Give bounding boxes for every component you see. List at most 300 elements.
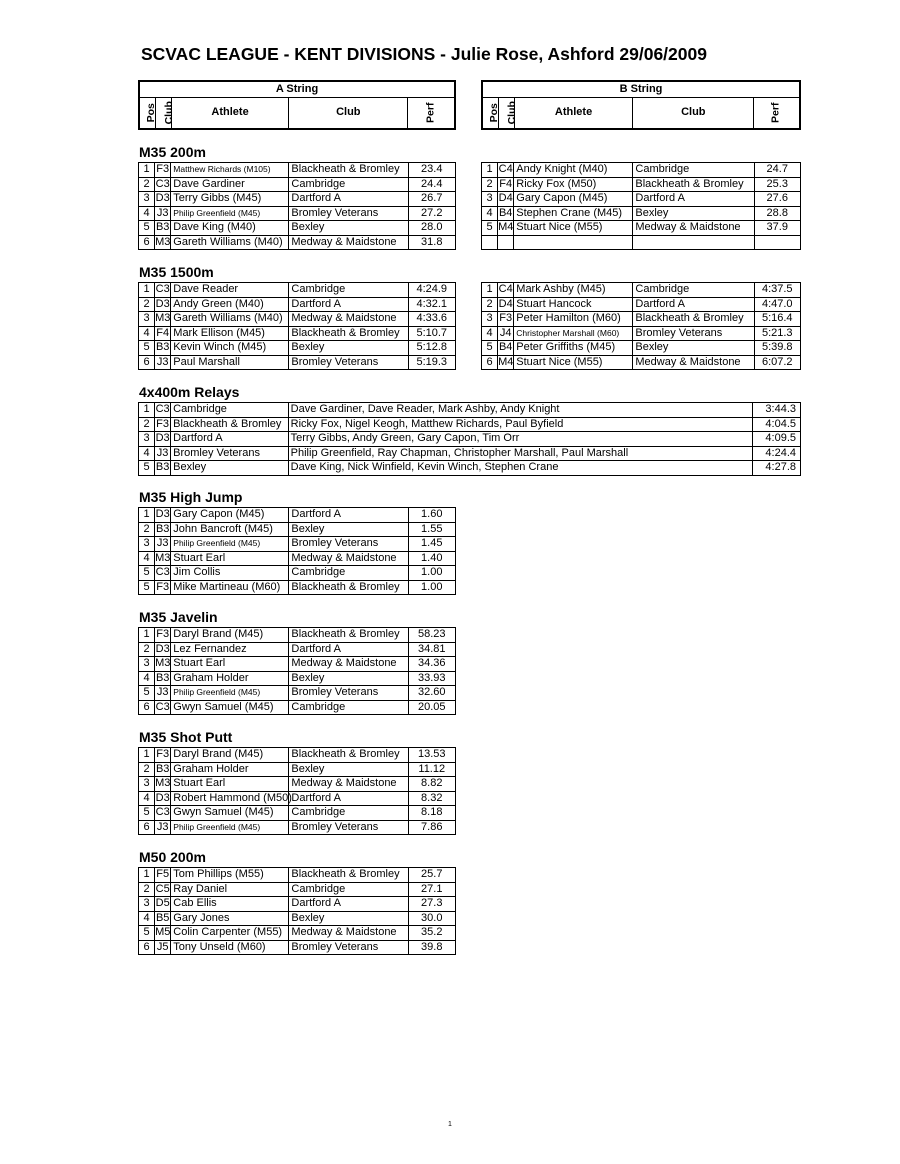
perf-cell: 25.7	[408, 868, 455, 883]
table-row	[139, 235, 456, 250]
athlete-cell: Stuart Earl	[171, 657, 289, 672]
club-cell: Cambridge	[171, 403, 289, 418]
perf-cell: 4:27.8	[752, 461, 800, 476]
club-code-cell: F4	[499, 177, 513, 190]
perf-cell: 20.05	[408, 700, 455, 715]
athlete-cell: Gary Jones	[171, 911, 289, 926]
club-code-cell: F4	[156, 326, 170, 339]
table-row	[139, 297, 456, 312]
club-cell: Blackheath & Bromley	[289, 748, 408, 763]
pos-cell: 2	[139, 642, 155, 657]
perf-cell: 28.0	[408, 221, 455, 236]
perf-cell: 1.00	[408, 566, 455, 581]
perf-cell: 25.3	[754, 177, 800, 192]
club-cell: Cambridge	[289, 700, 408, 715]
pos-header: Pos	[487, 103, 500, 123]
section-title-m35-1500m: M35 1500m	[139, 264, 214, 280]
perf-cell: 5:19.3	[408, 355, 455, 370]
athlete-cell: Jim Collis	[171, 566, 289, 581]
table-row	[139, 537, 456, 552]
athlete-cell: Gareth Williams (M40)	[171, 235, 289, 250]
pos-cell: 2	[139, 177, 155, 192]
pos-cell: 3	[482, 312, 498, 327]
club-cell: Cambridge	[633, 283, 754, 298]
perf-cell	[754, 235, 800, 250]
athlete-cell: Gary Capon (M45)	[514, 192, 633, 207]
club-code-cell: D5	[155, 897, 170, 909]
table-row	[482, 192, 801, 207]
table-row	[139, 868, 456, 883]
club-code-cell: C3	[155, 403, 170, 415]
table-row	[482, 283, 801, 298]
perf-cell: 27.2	[408, 206, 455, 221]
perf-cell: 31.8	[408, 235, 455, 250]
club-cell: Dartford A	[289, 897, 408, 912]
table-row	[482, 297, 801, 312]
club-cell: Dartford A	[171, 432, 289, 447]
pos-header: Pos	[144, 103, 157, 123]
table-row	[139, 777, 456, 792]
perf-cell: 39.8	[408, 940, 455, 955]
a-string-label: A String	[139, 81, 455, 98]
table-row	[139, 882, 456, 897]
pos-cell: 4	[139, 671, 155, 686]
athlete-header: Athlete	[171, 98, 289, 130]
table-row	[139, 642, 456, 657]
club-header: Club	[289, 98, 408, 130]
perf-cell: 8.32	[408, 791, 455, 806]
club-code-cell: M3	[155, 235, 171, 248]
table-row	[482, 341, 801, 356]
club-code-cell: B3	[155, 671, 170, 684]
club-code-cell: F5	[156, 868, 170, 880]
pos-cell: 4	[139, 791, 155, 806]
pos-cell: 2	[139, 297, 155, 312]
athlete-cell: Stuart Earl	[171, 551, 289, 566]
club-code-cell: J3	[155, 206, 171, 221]
athlete-cell: Daryl Brand (M45)	[171, 748, 289, 763]
page-title: SCVAC LEAGUE - KENT DIVISIONS - Julie Rose, Ashford 29/06/2009	[141, 44, 707, 64]
club-cell: Bromley Veterans	[289, 206, 408, 221]
perf-cell: 23.4	[408, 163, 455, 178]
club-cell: Bexley	[289, 762, 408, 777]
results-table-m35-200m-b	[481, 162, 801, 250]
club-code-header: Club	[162, 101, 175, 125]
club-code-cell: J3	[155, 446, 171, 461]
table-row	[139, 700, 456, 715]
club-cell: Blackheath & Bromley	[633, 312, 754, 327]
club-code-cell: D3	[155, 192, 170, 204]
pos-cell: 4	[139, 206, 155, 221]
table-row	[482, 163, 801, 178]
results-table-m35-1500m-b	[481, 282, 801, 370]
perf-cell: 58.23	[408, 628, 455, 643]
club-cell: Cambridge	[289, 283, 408, 298]
athlete-cell: Paul Marshall	[171, 355, 289, 370]
perf-cell: 8.82	[408, 777, 455, 792]
athlete-cell: Tony Unseld (M60)	[171, 940, 289, 955]
perf-cell: 5:21.3	[754, 326, 800, 341]
athlete-cell: Stuart Hancock	[514, 297, 633, 312]
perf-cell: 26.7	[408, 192, 455, 207]
perf-cell: 13.53	[408, 748, 455, 763]
page-number: 1	[448, 1121, 452, 1128]
table-row	[139, 911, 456, 926]
perf-cell: 1.40	[408, 551, 455, 566]
table-row	[139, 192, 456, 207]
table-row	[139, 671, 456, 686]
perf-header: Perf	[424, 102, 437, 124]
perf-header: Perf	[769, 102, 782, 124]
athlete-cell: Dave Reader	[171, 283, 289, 298]
perf-cell: 33.93	[408, 671, 455, 686]
a-string-header	[138, 80, 456, 130]
perf-cell: 5:12.8	[408, 341, 455, 356]
club-code-cell: B3	[155, 461, 170, 473]
table-row	[139, 940, 456, 955]
perf-cell: 4:09.5	[752, 432, 800, 447]
b-string-header	[481, 80, 801, 130]
perf-cell: 30.0	[408, 911, 455, 926]
club-cell: Bexley	[633, 341, 754, 356]
club-cell: Medway & Maidstone	[633, 355, 754, 370]
club-code-cell: C4	[498, 163, 513, 175]
club-cell: Medway & Maidstone	[289, 551, 408, 566]
table-row	[139, 791, 456, 806]
table-row	[139, 820, 456, 835]
table-row	[482, 177, 801, 192]
club-cell: Dartford A	[633, 297, 754, 312]
pos-cell: 1	[139, 868, 155, 883]
athlete-cell: Peter Griffiths (M45)	[514, 341, 633, 356]
perf-cell: 1.00	[408, 580, 455, 595]
perf-cell: 7.86	[408, 820, 455, 835]
pos-cell: 3	[139, 537, 155, 552]
pos-cell: 4	[139, 326, 155, 341]
club-code-cell: B4	[498, 206, 513, 219]
athlete-cell: Tom Phillips (M55)	[171, 868, 289, 883]
club-code-cell: J3	[155, 686, 171, 701]
pos-cell: 2	[139, 522, 155, 537]
pos-cell: 2	[139, 417, 155, 432]
results-table-relays	[138, 402, 801, 476]
club-code-cell: B5	[155, 911, 170, 924]
club-code-cell: F3	[156, 628, 170, 640]
pos-cell: 3	[139, 897, 155, 912]
club-code-cell: D3	[155, 432, 170, 444]
club-code-cell: J3	[155, 537, 171, 552]
athlete-cell: Kevin Winch (M45)	[171, 341, 289, 356]
athlete-cell: Stuart Earl	[171, 777, 289, 792]
club-cell: Bexley	[171, 461, 289, 476]
club-cell: Bexley	[289, 221, 408, 236]
results-table-high-jump	[138, 507, 456, 595]
table-row	[139, 461, 801, 476]
perf-cell: 27.6	[754, 192, 800, 207]
athlete-cell: Andy Green (M40)	[171, 297, 289, 312]
pos-cell: 3	[482, 192, 498, 207]
team-members-cell: Ricky Fox, Nigel Keogh, Matthew Richards, Paul Byfield	[288, 417, 752, 432]
athlete-cell: Dave Gardiner	[171, 177, 289, 192]
club-code-cell: D4	[498, 297, 513, 310]
club-cell: Dartford A	[289, 642, 408, 657]
club-code-cell: B3	[155, 762, 170, 775]
club-code-cell: C3	[155, 566, 170, 578]
club-cell: Bexley	[633, 206, 754, 221]
club-cell: Bexley	[289, 341, 408, 356]
club-code-cell: M3	[155, 657, 171, 669]
table-row	[139, 312, 456, 327]
table-row	[139, 522, 456, 537]
pos-cell: 6	[139, 700, 155, 715]
pos-cell: 5	[139, 926, 155, 941]
club-cell: Medway & Maidstone	[289, 926, 408, 941]
club-cell: Dartford A	[289, 192, 408, 207]
pos-cell: 6	[482, 355, 498, 370]
perf-cell: 6:07.2	[754, 355, 800, 370]
athlete-cell: Lez Fernandez	[171, 642, 289, 657]
athlete-cell: Colin Carpenter (M55)	[171, 926, 289, 941]
perf-cell: 3:44.3	[752, 403, 800, 418]
club-cell	[633, 235, 754, 250]
athlete-cell: Gary Capon (M45)	[171, 508, 289, 523]
club-cell: Blackheath & Bromley	[289, 163, 408, 178]
perf-cell: 28.8	[754, 206, 800, 221]
club-cell: Cambridge	[633, 163, 754, 178]
club-cell: Bexley	[289, 671, 408, 686]
club-code-cell: D3	[155, 508, 170, 520]
section-title-javelin: M35 Javelin	[139, 609, 218, 625]
perf-cell: 34.81	[408, 642, 455, 657]
club-code-cell: J3	[155, 355, 171, 370]
results-table-m35-200m-a	[138, 162, 456, 250]
club-code-cell: D3	[155, 642, 170, 655]
table-row	[139, 566, 456, 581]
perf-cell: 4:47.0	[754, 297, 800, 312]
club-cell: Medway & Maidstone	[289, 657, 408, 672]
athlete-cell: Daryl Brand (M45)	[171, 628, 289, 643]
athlete-cell: Mike Martineau (M60)	[171, 580, 289, 595]
athlete-cell	[514, 235, 633, 250]
pos-cell: 3	[139, 777, 155, 792]
table-row	[482, 221, 801, 236]
club-code-cell: B3	[155, 221, 170, 233]
table-row	[139, 326, 456, 341]
pos-cell: 1	[139, 283, 155, 298]
athlete-cell: Ray Daniel	[171, 882, 289, 897]
pos-cell: 5	[482, 341, 498, 356]
club-code-cell: D4	[498, 192, 513, 204]
perf-cell: 27.3	[408, 897, 455, 912]
perf-cell: 1.60	[408, 508, 455, 523]
table-row	[482, 312, 801, 327]
club-cell: Bromley Veterans	[171, 446, 289, 461]
club-cell: Bromley Veterans	[289, 355, 408, 370]
club-code-cell: C3	[155, 806, 170, 818]
perf-cell: 5:10.7	[408, 326, 455, 341]
club-code-cell: C3	[155, 177, 170, 190]
pos-cell: 4	[139, 911, 155, 926]
table-row	[482, 355, 801, 370]
perf-cell: 11.12	[408, 762, 455, 777]
club-code-cell: F3	[156, 748, 170, 760]
table-row	[139, 806, 456, 821]
pos-cell: 1	[139, 628, 155, 643]
pos-cell: 1	[139, 163, 155, 178]
results-table-m35-1500m-a	[138, 282, 456, 370]
pos-cell: 5	[139, 580, 155, 595]
athlete-cell: Robert Hammond (M50)	[171, 791, 289, 806]
table-row	[139, 551, 456, 566]
pos-cell: 2	[482, 297, 498, 312]
table-row	[139, 762, 456, 777]
perf-cell: 34.36	[408, 657, 455, 672]
athlete-cell: Matthew Richards (M105)	[171, 163, 289, 178]
pos-cell: 5	[139, 806, 155, 821]
pos-cell: 5	[139, 341, 155, 356]
club-cell: Cambridge	[289, 177, 408, 192]
athlete-cell: Philip Greenfield (M45)	[171, 820, 289, 835]
pos-cell: 3	[139, 432, 155, 447]
club-code-cell: C5	[155, 882, 170, 895]
club-code-cell: M4	[498, 355, 514, 368]
perf-cell: 4:32.1	[408, 297, 455, 312]
table-row	[139, 897, 456, 912]
perf-cell: 4:04.5	[752, 417, 800, 432]
club-cell: Dartford A	[633, 192, 754, 207]
pos-cell: 6	[139, 235, 155, 250]
table-row	[139, 657, 456, 672]
team-members-cell: Dave King, Nick Winfield, Kevin Winch, Stephen Crane	[288, 461, 752, 476]
perf-cell: 35.2	[408, 926, 455, 941]
athlete-cell: Cab Ellis	[171, 897, 289, 912]
pos-cell: 1	[139, 403, 155, 418]
pos-cell: 1	[139, 748, 155, 763]
results-table-m50-200m	[138, 867, 456, 955]
club-cell: Bromley Veterans	[289, 686, 408, 701]
table-row	[139, 341, 456, 356]
club-cell: Bexley	[289, 522, 408, 537]
club-code-cell: M4	[498, 221, 514, 233]
pos-cell: 4	[139, 446, 155, 461]
athlete-cell: Stuart Nice (M55)	[514, 221, 633, 236]
club-code-cell: D3	[155, 791, 170, 804]
club-code-cell: M3	[155, 777, 171, 789]
club-cell: Medway & Maidstone	[289, 235, 408, 250]
pos-cell: 2	[139, 882, 155, 897]
pos-cell: 5	[139, 686, 155, 701]
club-cell: Bromley Veterans	[289, 940, 408, 955]
club-code-cell: J5	[155, 940, 171, 955]
club-cell: Blackheath & Bromley	[633, 177, 754, 192]
pos-cell: 2	[139, 762, 155, 777]
club-code-cell: B3	[155, 522, 170, 535]
table-row	[482, 235, 801, 250]
table-row	[139, 221, 456, 236]
pos-cell: 5	[139, 221, 155, 236]
perf-cell: 5:39.8	[754, 341, 800, 356]
pos-cell: 4	[139, 551, 155, 566]
perf-cell: 1.55	[408, 522, 455, 537]
table-row	[139, 686, 456, 701]
section-title-shot-putt: M35 Shot Putt	[139, 729, 233, 745]
perf-cell: 4:24.4	[752, 446, 800, 461]
pos-cell: 3	[139, 312, 155, 327]
perf-cell: 32.60	[408, 686, 455, 701]
perf-cell: 24.4	[408, 177, 455, 192]
b-string-label: B String	[482, 81, 800, 98]
athlete-cell: Graham Holder	[171, 762, 289, 777]
athlete-cell: Gwyn Samuel (M45)	[171, 700, 289, 715]
table-row	[139, 446, 801, 461]
table-row	[482, 326, 801, 341]
athlete-cell: Graham Holder	[171, 671, 289, 686]
club-code-cell: B3	[155, 341, 170, 353]
table-row	[139, 628, 456, 643]
club-cell: Dartford A	[289, 791, 408, 806]
pos-cell: 6	[139, 355, 155, 370]
pos-cell: 3	[139, 657, 155, 672]
pos-cell: 4	[482, 326, 498, 341]
table-row	[139, 403, 801, 418]
club-cell: Blackheath & Bromley	[289, 628, 408, 643]
pos-cell: 5	[139, 461, 155, 476]
pos-cell: 2	[482, 177, 498, 192]
pos-cell: 1	[482, 283, 498, 298]
perf-cell: 5:16.4	[754, 312, 800, 327]
athlete-cell: John Bancroft (M45)	[171, 522, 289, 537]
club-cell: Cambridge	[289, 882, 408, 897]
perf-cell: 37.9	[754, 221, 800, 236]
club-code-cell: B4	[498, 341, 513, 353]
section-title-m50-200m: M50 200m	[139, 849, 206, 865]
athlete-cell: Terry Gibbs (M45)	[171, 192, 289, 207]
club-cell: Cambridge	[289, 566, 408, 581]
athlete-cell: Philip Greenfield (M45)	[171, 537, 289, 552]
results-table-javelin	[138, 627, 456, 715]
club-code-cell: D3	[155, 297, 170, 310]
club-code-cell: F3	[499, 312, 513, 324]
perf-cell: 4:33.6	[408, 312, 455, 327]
club-code-cell	[498, 235, 514, 250]
team-members-cell: Dave Gardiner, Dave Reader, Mark Ashby, Andy Knight	[288, 403, 752, 418]
team-members-cell: Philip Greenfield, Ray Chapman, Christopher Marshall, Paul Marshall	[288, 446, 752, 461]
athlete-cell: Stephen Crane (M45)	[514, 206, 633, 221]
table-row	[139, 926, 456, 941]
section-title-relays: 4x400m Relays	[139, 384, 240, 400]
club-cell: Dartford A	[289, 297, 408, 312]
club-cell: Medway & Maidstone	[633, 221, 754, 236]
table-row	[482, 206, 801, 221]
table-row	[139, 355, 456, 370]
athlete-cell: Gareth Williams (M40)	[171, 312, 289, 327]
athlete-cell: Gwyn Samuel (M45)	[171, 806, 289, 821]
table-row	[139, 417, 801, 432]
athlete-cell: Ricky Fox (M50)	[514, 177, 633, 192]
club-code-header: Club	[505, 101, 518, 125]
club-cell: Blackheath & Bromley	[289, 580, 408, 595]
pos-cell: 3	[139, 192, 155, 207]
perf-cell: 24.7	[754, 163, 800, 178]
athlete-header: Athlete	[514, 98, 633, 130]
table-row	[139, 748, 456, 763]
athlete-cell: Philip Greenfield (M45)	[171, 686, 289, 701]
results-table-shot-putt	[138, 747, 456, 835]
club-code-cell: F3	[156, 417, 170, 430]
club-cell: Dartford A	[289, 508, 408, 523]
club-header: Club	[633, 98, 754, 130]
table-row	[139, 580, 456, 595]
